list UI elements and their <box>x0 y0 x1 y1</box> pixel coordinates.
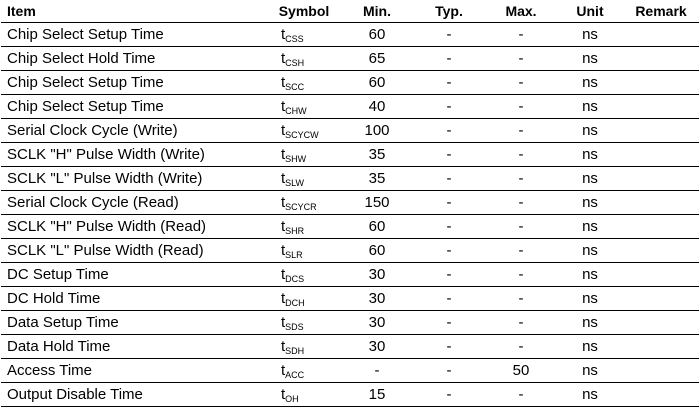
symbol-subscript: SCYCR <box>285 201 317 212</box>
cell-symbol <box>267 263 341 287</box>
cell-remark <box>623 23 699 47</box>
header-symbol: Symbol <box>267 0 341 23</box>
cell-max: - <box>485 215 557 239</box>
cell-item: Serial Clock Cycle (Read) <box>1 191 267 215</box>
cell-item: Chip Select Hold Time <box>1 47 267 71</box>
symbol-subscript: SLR <box>285 249 303 260</box>
cell-max: - <box>485 263 557 287</box>
cell-max: - <box>485 47 557 71</box>
symbol-main: t <box>281 337 286 355</box>
cell-max: - <box>485 287 557 311</box>
cell-unit: ns <box>557 71 623 95</box>
cell-min: 30 <box>341 335 413 359</box>
cell-typ: - <box>413 143 485 167</box>
cell-min: 40 <box>341 95 413 119</box>
table-header <box>1 0 699 23</box>
cell-symbol <box>267 119 341 143</box>
symbol-subscript: SDH <box>285 345 305 356</box>
cell-min: 65 <box>341 47 413 71</box>
cell-symbol <box>267 215 341 239</box>
cell-min: 150 <box>341 191 413 215</box>
cell-symbol <box>267 47 341 71</box>
cell-item: SCLK "H" Pulse Width (Read) <box>1 215 267 239</box>
cell-typ: - <box>413 23 485 47</box>
cell-remark <box>623 215 699 239</box>
symbol-subscript: SHR <box>285 225 305 236</box>
cell-typ: - <box>413 263 485 287</box>
cell-unit: ns <box>557 215 623 239</box>
table-row <box>1 119 699 143</box>
cell-symbol <box>267 359 341 383</box>
cell-remark <box>623 95 699 119</box>
cell-symbol <box>267 191 341 215</box>
symbol-subscript: CHW <box>285 105 307 116</box>
cell-min: 35 <box>341 167 413 191</box>
cell-max: - <box>485 239 557 263</box>
symbol-main: t <box>281 169 286 187</box>
cell-item: DC Hold Time <box>1 287 267 311</box>
cell-unit: ns <box>557 143 623 167</box>
symbol-main: t <box>281 289 286 307</box>
cell-unit: ns <box>557 383 623 407</box>
header-remark: Remark <box>623 0 699 23</box>
cell-max: - <box>485 167 557 191</box>
cell-typ: - <box>413 311 485 335</box>
header-min: Min. <box>341 0 413 23</box>
cell-unit: ns <box>557 239 623 263</box>
table-row <box>1 143 699 167</box>
cell-max: - <box>485 95 557 119</box>
symbol-main: t <box>281 145 286 163</box>
cell-min: 30 <box>341 287 413 311</box>
symbol-main: t <box>281 97 286 115</box>
table-row <box>1 71 699 95</box>
symbol-subscript: SCC <box>285 81 305 92</box>
cell-max: - <box>485 383 557 407</box>
cell-max: - <box>485 71 557 95</box>
cell-symbol <box>267 23 341 47</box>
cell-min: 30 <box>341 263 413 287</box>
cell-min: 60 <box>341 215 413 239</box>
table-row <box>1 239 699 263</box>
cell-symbol <box>267 239 341 263</box>
cell-min: 100 <box>341 119 413 143</box>
cell-item: SCLK "L" Pulse Width (Write) <box>1 167 267 191</box>
cell-unit: ns <box>557 335 623 359</box>
symbol-subscript: SDS <box>285 321 304 332</box>
cell-remark <box>623 47 699 71</box>
cell-item: SCLK "L" Pulse Width (Read) <box>1 239 267 263</box>
cell-remark <box>623 311 699 335</box>
cell-symbol <box>267 335 341 359</box>
cell-item: Data Setup Time <box>1 311 267 335</box>
cell-min: - <box>341 359 413 383</box>
cell-max: - <box>485 335 557 359</box>
cell-typ: - <box>413 239 485 263</box>
table-row <box>1 95 699 119</box>
symbol-main: t <box>281 313 286 331</box>
symbol-subscript: DCH <box>285 297 305 308</box>
table-body <box>1 23 699 407</box>
cell-unit: ns <box>557 311 623 335</box>
cell-min: 60 <box>341 239 413 263</box>
table-row <box>1 167 699 191</box>
cell-min: 60 <box>341 23 413 47</box>
symbol-main: t <box>281 265 286 283</box>
symbol-subscript: ACC <box>285 369 305 380</box>
cell-item: Chip Select Setup Time <box>1 95 267 119</box>
cell-symbol <box>267 143 341 167</box>
cell-unit: ns <box>557 95 623 119</box>
cell-max: - <box>485 119 557 143</box>
cell-max: - <box>485 143 557 167</box>
cell-remark <box>623 191 699 215</box>
table-row <box>1 359 699 383</box>
symbol-subscript: SLW <box>285 177 305 188</box>
symbol-main: t <box>281 25 286 43</box>
cell-typ: - <box>413 47 485 71</box>
cell-symbol <box>267 287 341 311</box>
symbol-main: t <box>281 49 286 67</box>
cell-typ: - <box>413 383 485 407</box>
symbol-main: t <box>281 73 286 91</box>
symbol-subscript: DCS <box>285 273 305 284</box>
cell-typ: - <box>413 215 485 239</box>
symbol-main: t <box>281 361 286 379</box>
cell-item: Serial Clock Cycle (Write) <box>1 119 267 143</box>
symbol-subscript: CSH <box>285 57 305 68</box>
table-row <box>1 263 699 287</box>
cell-symbol <box>267 383 341 407</box>
cell-item: SCLK "H" Pulse Width (Write) <box>1 143 267 167</box>
table-row <box>1 287 699 311</box>
header-row <box>1 0 699 23</box>
symbol-subscript: OH <box>285 393 299 404</box>
header-typ: Typ. <box>413 0 485 23</box>
cell-max: - <box>485 311 557 335</box>
table-row <box>1 311 699 335</box>
cell-unit: ns <box>557 167 623 191</box>
cell-item: Data Hold Time <box>1 335 267 359</box>
symbol-main: t <box>281 385 286 403</box>
cell-item: Chip Select Setup Time <box>1 23 267 47</box>
cell-remark <box>623 143 699 167</box>
cell-unit: ns <box>557 287 623 311</box>
cell-typ: - <box>413 119 485 143</box>
cell-remark <box>623 71 699 95</box>
symbol-main: t <box>281 193 286 211</box>
cell-item: Access Time <box>1 359 267 383</box>
cell-item: DC Setup Time <box>1 263 267 287</box>
cell-typ: - <box>413 359 485 383</box>
cell-remark <box>623 383 699 407</box>
cell-remark <box>623 167 699 191</box>
symbol-main: t <box>281 121 286 139</box>
cell-typ: - <box>413 287 485 311</box>
table-row <box>1 23 699 47</box>
cell-typ: - <box>413 167 485 191</box>
cell-typ: - <box>413 95 485 119</box>
symbol-subscript: CSS <box>285 33 304 44</box>
cell-remark <box>623 335 699 359</box>
cell-unit: ns <box>557 263 623 287</box>
cell-typ: - <box>413 191 485 215</box>
cell-item: Chip Select Setup Time <box>1 71 267 95</box>
cell-unit: ns <box>557 359 623 383</box>
table-row <box>1 335 699 359</box>
cell-unit: ns <box>557 23 623 47</box>
cell-remark <box>623 119 699 143</box>
table-row <box>1 47 699 71</box>
cell-symbol <box>267 167 341 191</box>
cell-symbol <box>267 311 341 335</box>
cell-remark <box>623 287 699 311</box>
cell-remark <box>623 263 699 287</box>
symbol-subscript: SHW <box>285 153 307 164</box>
cell-min: 60 <box>341 71 413 95</box>
cell-symbol <box>267 71 341 95</box>
cell-min: 35 <box>341 143 413 167</box>
cell-symbol <box>267 95 341 119</box>
cell-max: - <box>485 191 557 215</box>
cell-min: 15 <box>341 383 413 407</box>
cell-remark <box>623 239 699 263</box>
cell-min: 30 <box>341 311 413 335</box>
table-row <box>1 383 699 407</box>
timing-table <box>1 0 699 407</box>
cell-remark <box>623 359 699 383</box>
cell-item: Output Disable Time <box>1 383 267 407</box>
header-unit: Unit <box>557 0 623 23</box>
table-row <box>1 191 699 215</box>
cell-typ: - <box>413 71 485 95</box>
cell-max: - <box>485 23 557 47</box>
symbol-main: t <box>281 217 286 235</box>
cell-unit: ns <box>557 119 623 143</box>
symbol-main: t <box>281 241 286 259</box>
header-max: Max. <box>485 0 557 23</box>
cell-max: 50 <box>485 359 557 383</box>
cell-unit: ns <box>557 47 623 71</box>
table-row <box>1 215 699 239</box>
symbol-subscript: SCYCW <box>285 129 319 140</box>
cell-unit: ns <box>557 191 623 215</box>
cell-typ: - <box>413 335 485 359</box>
header-item: Item <box>1 0 267 23</box>
